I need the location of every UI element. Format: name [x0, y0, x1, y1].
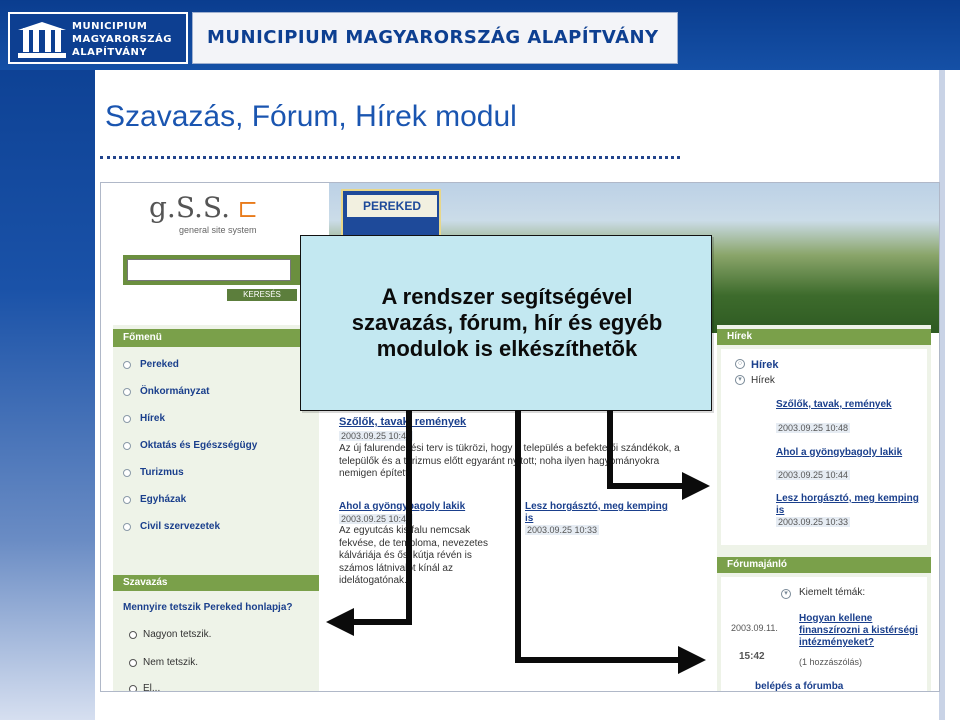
- forum-topic[interactable]: Hogyan kellene finanszírozni a kistérségi intézményeket?: [799, 613, 918, 648]
- poll-option[interactable]: Nagyon tetszik.: [129, 629, 211, 640]
- columns-icon: [18, 20, 66, 58]
- chevron-down-icon[interactable]: ▾: [735, 375, 745, 385]
- news-title[interactable]: Szőlők, tavak, remények: [339, 416, 467, 428]
- fomenu-header: Főmenü: [113, 329, 319, 347]
- menu-item-civil[interactable]: Civil szervezetek: [123, 513, 319, 540]
- bullet-icon: [123, 388, 131, 396]
- bullet-icon: [123, 523, 131, 531]
- forum-login-link[interactable]: belépés a fórumba: [755, 681, 844, 692]
- radio-icon[interactable]: [129, 685, 137, 693]
- gss-header: [101, 183, 329, 323]
- bullet-icon: [123, 361, 131, 369]
- forum-header: Fórumajánló: [717, 557, 931, 573]
- forum-time: 15:42: [739, 651, 765, 662]
- hirek-item-title[interactable]: Ahol a gyöngybagoly lakik: [776, 447, 903, 458]
- news-date: 2003.09.25 10:44: [341, 514, 412, 524]
- szavazas-header: Szavazás: [113, 575, 319, 591]
- pereked-logo-text: PEREKED: [347, 195, 437, 217]
- search-input[interactable]: [127, 259, 291, 281]
- fomenu-list: [123, 351, 319, 540]
- expand-icon[interactable]: ○: [735, 359, 745, 369]
- hirek-item-title[interactable]: Szőlők, tavak, remények: [776, 399, 892, 410]
- municipium-logo: [8, 12, 188, 64]
- menu-item-turizmus[interactable]: Turizmus: [123, 459, 319, 486]
- expand-icon[interactable]: ▾: [781, 589, 791, 599]
- menu-item-hirek[interactable]: Hírek: [123, 405, 319, 432]
- hirek-header: Hírek: [717, 329, 931, 345]
- gss-mark-icon: ⊏: [230, 195, 258, 223]
- header-title-box: [192, 12, 678, 64]
- left-decor-strip: [0, 0, 95, 720]
- title-divider: [100, 156, 680, 159]
- header-title: MUNICIPIUM MAGYARORSZÁG ALAPÍTVÁNY: [207, 27, 659, 48]
- menu-item-onkormanyzat[interactable]: Önkormányzat: [123, 378, 319, 405]
- callout-text: A rendszer segítségével szavazás, fórum, hír és egyéb modulok is elkészíthetõk: [351, 284, 663, 361]
- hirek-item-date: 2003.09.25 10:48: [778, 423, 849, 433]
- news-body: Az egyutcás kis falu nemcsak fekvése, de temploma, nevezetes kálváriája és ősi kútja révén is számos látnivalót kínál az idelátogatónak.: [339, 525, 488, 586]
- bullet-icon: [123, 415, 131, 423]
- forum-date: 2003.09.11.: [731, 623, 778, 633]
- search-button[interactable]: KERESÉS: [227, 289, 297, 301]
- logo-text: MUNICIPIUM MAGYARORSZÁG ALAPÍTVÁNY: [72, 21, 173, 58]
- hirek-link[interactable]: Hírek: [751, 359, 779, 371]
- header-bar: [0, 0, 960, 70]
- news-body: Az új falurendezési terv is tükrözi, hogy a település a befektetői szándékok, a települők és a turizmus előtt egyaránt nyitott; noha ilyen hagyományokra nemigen épített.: [339, 443, 680, 479]
- gss-logo: g.S.S. ⊏: [149, 191, 258, 224]
- menu-item-oktatas[interactable]: Oktatás és Egészségügy: [123, 432, 319, 459]
- hirek-item-date: 2003.09.25 10:33: [778, 517, 849, 527]
- poll-option[interactable]: El...: [129, 683, 160, 692]
- forum-featured-label: Kiemelt témák:: [799, 587, 866, 598]
- news-date: 2003.09.25 10:48: [341, 431, 412, 441]
- bullet-icon: [123, 442, 131, 450]
- news-date: 2003.09.25 10:33: [527, 525, 598, 535]
- hirek-item-title[interactable]: Lesz horgásztó, meg kemping is: [776, 493, 919, 516]
- slide-title: Szavazás, Fórum, Hírek modul: [105, 100, 517, 133]
- gss-subtitle: general site system: [179, 225, 257, 235]
- bullet-icon: [123, 496, 131, 504]
- radio-icon[interactable]: [129, 659, 137, 667]
- news-title[interactable]: Lesz horgásztó, meg kemping is: [525, 501, 668, 524]
- hirek-item-date: 2003.09.25 10:44: [778, 470, 849, 480]
- news-title[interactable]: Ahol a gyöngybagoly lakik: [339, 501, 466, 512]
- menu-item-egyhazak[interactable]: Egyházak: [123, 486, 319, 513]
- forum-comment-count: (1 hozzászólás): [799, 657, 863, 667]
- callout-box: [300, 235, 712, 411]
- hirek-sub: Hírek: [751, 375, 775, 386]
- menu-item-pereked[interactable]: Pereked: [123, 351, 319, 378]
- bullet-icon: [123, 469, 131, 477]
- poll-question: Mennyire tetszik Pereked honlapja?: [123, 602, 293, 613]
- radio-icon[interactable]: [129, 631, 137, 639]
- poll-option[interactable]: Nem tetszik.: [129, 657, 198, 668]
